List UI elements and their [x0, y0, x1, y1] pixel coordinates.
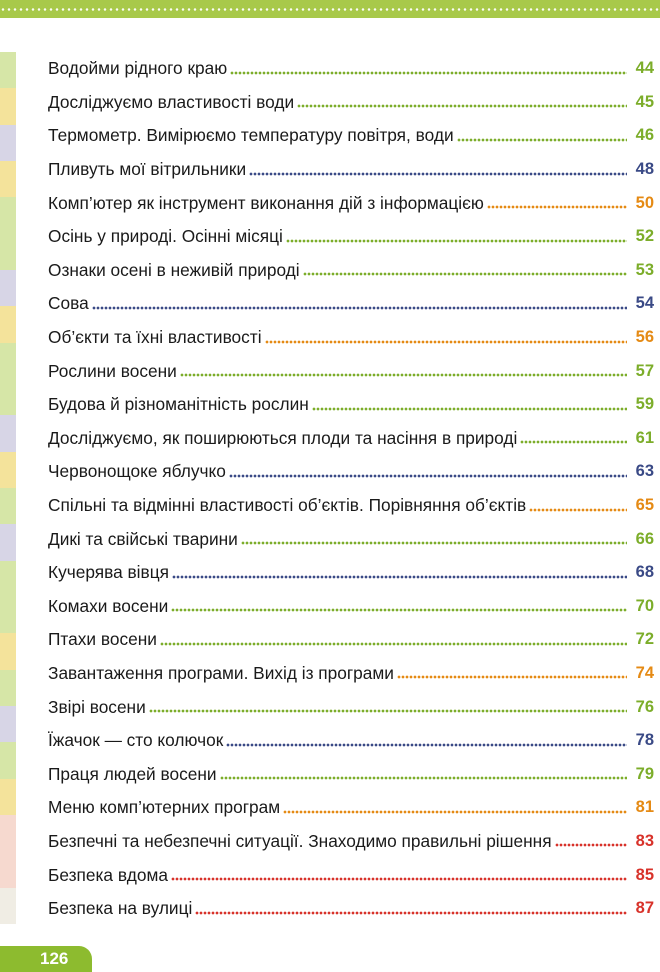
toc-leader-dots — [286, 239, 627, 243]
toc-title: Праця людей восени — [48, 763, 217, 784]
toc-row[interactable] — [48, 220, 654, 254]
toc-row[interactable] — [48, 724, 654, 758]
side-strip-segment — [0, 452, 16, 488]
toc-page-number: 46 — [635, 126, 654, 145]
toc-page-number: 70 — [635, 596, 654, 615]
toc-row[interactable] — [48, 354, 654, 388]
toc-title: Звірі восени — [48, 696, 146, 717]
side-strip-segment — [0, 779, 16, 815]
toc-title: Птахи восени — [48, 629, 157, 650]
toc-title: Осінь у природі. Осінні місяці — [48, 226, 283, 247]
toc-row[interactable] — [48, 321, 654, 355]
toc-page-number: 63 — [635, 462, 654, 481]
toc-page-number: 50 — [635, 193, 654, 212]
toc-leader-dots — [226, 743, 627, 747]
toc-title: Пливуть мої вітрильники — [48, 159, 247, 180]
toc-leader-dots — [555, 843, 627, 847]
toc-page-number: 74 — [635, 663, 654, 682]
side-strip-segment — [0, 343, 16, 379]
toc-leader-dots — [397, 675, 627, 679]
side-strip-segment — [0, 815, 16, 851]
toc-page-number: 65 — [635, 496, 654, 515]
toc-title: Сова — [48, 293, 89, 314]
toc-leader-dots — [520, 440, 627, 444]
page-number: 126 — [40, 949, 69, 968]
toc-leader-dots — [172, 575, 627, 579]
toc-row[interactable] — [48, 388, 654, 422]
toc-leader-dots — [487, 205, 627, 209]
toc-row[interactable] — [48, 791, 654, 825]
toc-row[interactable] — [48, 892, 654, 926]
side-strip-segment — [0, 488, 16, 524]
toc-title: Спільні та відмінні властивості об’єктів. Порівняння об’єктів — [48, 495, 527, 516]
side-strip-segment — [0, 270, 16, 306]
toc-row[interactable] — [48, 657, 654, 691]
toc-page-number: 48 — [635, 160, 654, 179]
toc-row[interactable] — [48, 119, 654, 153]
toc-leader-dots — [160, 642, 627, 646]
toc-row[interactable] — [48, 153, 654, 187]
toc-leader-dots — [457, 138, 627, 142]
toc-leader-dots — [529, 508, 627, 512]
toc-row[interactable] — [48, 52, 654, 86]
toc-page-number: 66 — [635, 529, 654, 548]
toc-title: Безпечні та небезпечні ситуації. Знаходимо правильні рішення — [48, 830, 552, 851]
toc-page-number: 87 — [635, 899, 654, 918]
side-strip-segment — [0, 161, 16, 197]
toc-leader-dots — [265, 340, 627, 344]
toc-leader-dots — [92, 306, 627, 310]
side-strip-segment — [0, 742, 16, 778]
side-strip-segment — [0, 706, 16, 742]
toc-leader-dots — [229, 474, 627, 478]
toc-title: Дикі та свійські тварини — [48, 528, 238, 549]
toc-row[interactable] — [48, 254, 654, 288]
toc-leader-dots — [312, 407, 627, 411]
toc-leader-dots — [171, 608, 627, 612]
toc-leader-dots — [171, 877, 627, 881]
side-strip-segment — [0, 52, 16, 88]
toc-row[interactable] — [48, 489, 654, 523]
toc-row[interactable] — [48, 623, 654, 657]
side-strip-segment — [0, 125, 16, 161]
toc-page-number: 56 — [635, 328, 654, 347]
toc-title: Кучерява вівця — [48, 562, 169, 583]
toc-page-number: 59 — [635, 395, 654, 414]
toc-page-number: 83 — [635, 831, 654, 850]
toc-page-number: 52 — [635, 227, 654, 246]
toc-page-number: 45 — [635, 92, 654, 111]
toc-row[interactable] — [48, 757, 654, 791]
side-strip-segment — [0, 379, 16, 415]
side-strip-segment — [0, 415, 16, 451]
top-border — [0, 0, 660, 18]
toc-leader-dots — [220, 776, 627, 780]
side-strip-segment — [0, 888, 16, 924]
toc-page-number: 44 — [635, 59, 654, 78]
toc-page-number: 79 — [635, 764, 654, 783]
toc-title: Їжачок — сто колючок — [48, 730, 224, 751]
toc-leader-dots — [180, 373, 627, 377]
toc-leader-dots — [241, 541, 627, 545]
toc-leader-dots — [249, 172, 627, 176]
toc-title: Будова й різноманітність рослин — [48, 394, 309, 415]
toc-title: Досліджуємо, як поширюються плоди та насіння в природі — [48, 427, 518, 448]
side-color-strip — [0, 52, 16, 924]
toc-page-number: 53 — [635, 260, 654, 279]
toc-title: Комахи восени — [48, 595, 169, 616]
side-strip-segment — [0, 88, 16, 124]
table-of-contents — [48, 52, 654, 925]
toc-row[interactable] — [48, 522, 654, 556]
toc-row[interactable] — [48, 825, 654, 859]
toc-page-number: 54 — [635, 294, 654, 313]
side-strip-segment — [0, 306, 16, 342]
toc-title: Водойми рідного краю — [48, 58, 228, 79]
toc-page-number: 68 — [635, 563, 654, 582]
toc-row[interactable] — [48, 690, 654, 724]
side-strip-segment — [0, 561, 16, 597]
toc-title: Ознаки осені в неживій природі — [48, 259, 300, 280]
side-strip-segment — [0, 670, 16, 706]
side-strip-segment — [0, 633, 16, 669]
side-strip-segment — [0, 197, 16, 233]
toc-title: Меню комп’ютерних програм — [48, 797, 281, 818]
toc-leader-dots — [297, 104, 627, 108]
toc-page-number: 78 — [635, 731, 654, 750]
toc-leader-dots — [149, 709, 627, 713]
toc-title: Червонощоке яблучко — [48, 461, 226, 482]
toc-row[interactable] — [48, 556, 654, 590]
toc-title: Завантаження програми. Вихід із програми — [48, 662, 394, 683]
side-strip-segment — [0, 524, 16, 560]
toc-title: Об’єкти та їхні властивості — [48, 327, 262, 348]
toc-row[interactable] — [48, 455, 654, 489]
toc-page-number: 72 — [635, 630, 654, 649]
page-number-tab — [0, 946, 92, 972]
toc-title: Термометр. Вимірюємо температуру повітря, води — [48, 125, 454, 146]
toc-row[interactable] — [48, 422, 654, 456]
toc-leader-dots — [283, 810, 627, 814]
toc-title: Комп’ютер як інструмент виконання дій з інформацією — [48, 192, 484, 213]
toc-row[interactable] — [48, 287, 654, 321]
toc-page-number: 81 — [635, 798, 654, 817]
side-strip-segment — [0, 851, 16, 887]
side-strip-segment — [0, 234, 16, 270]
toc-title: Безпека на вулиці — [48, 898, 193, 919]
toc-page-number: 76 — [635, 697, 654, 716]
toc-page-number: 61 — [635, 428, 654, 447]
toc-leader-dots — [195, 911, 627, 915]
toc-leader-dots — [230, 71, 627, 75]
side-strip-segment — [0, 597, 16, 633]
toc-title: Рослини восени — [48, 360, 177, 381]
toc-row[interactable] — [48, 86, 654, 120]
toc-row[interactable] — [48, 858, 654, 892]
toc-title: Досліджуємо властивості води — [48, 91, 295, 112]
toc-leader-dots — [303, 272, 627, 276]
toc-title: Безпека вдома — [48, 864, 168, 885]
toc-page-number: 57 — [635, 361, 654, 380]
toc-row[interactable] — [48, 186, 654, 220]
toc-row[interactable] — [48, 590, 654, 624]
toc-page-number: 85 — [635, 865, 654, 884]
top-border-dots — [0, 8, 660, 11]
